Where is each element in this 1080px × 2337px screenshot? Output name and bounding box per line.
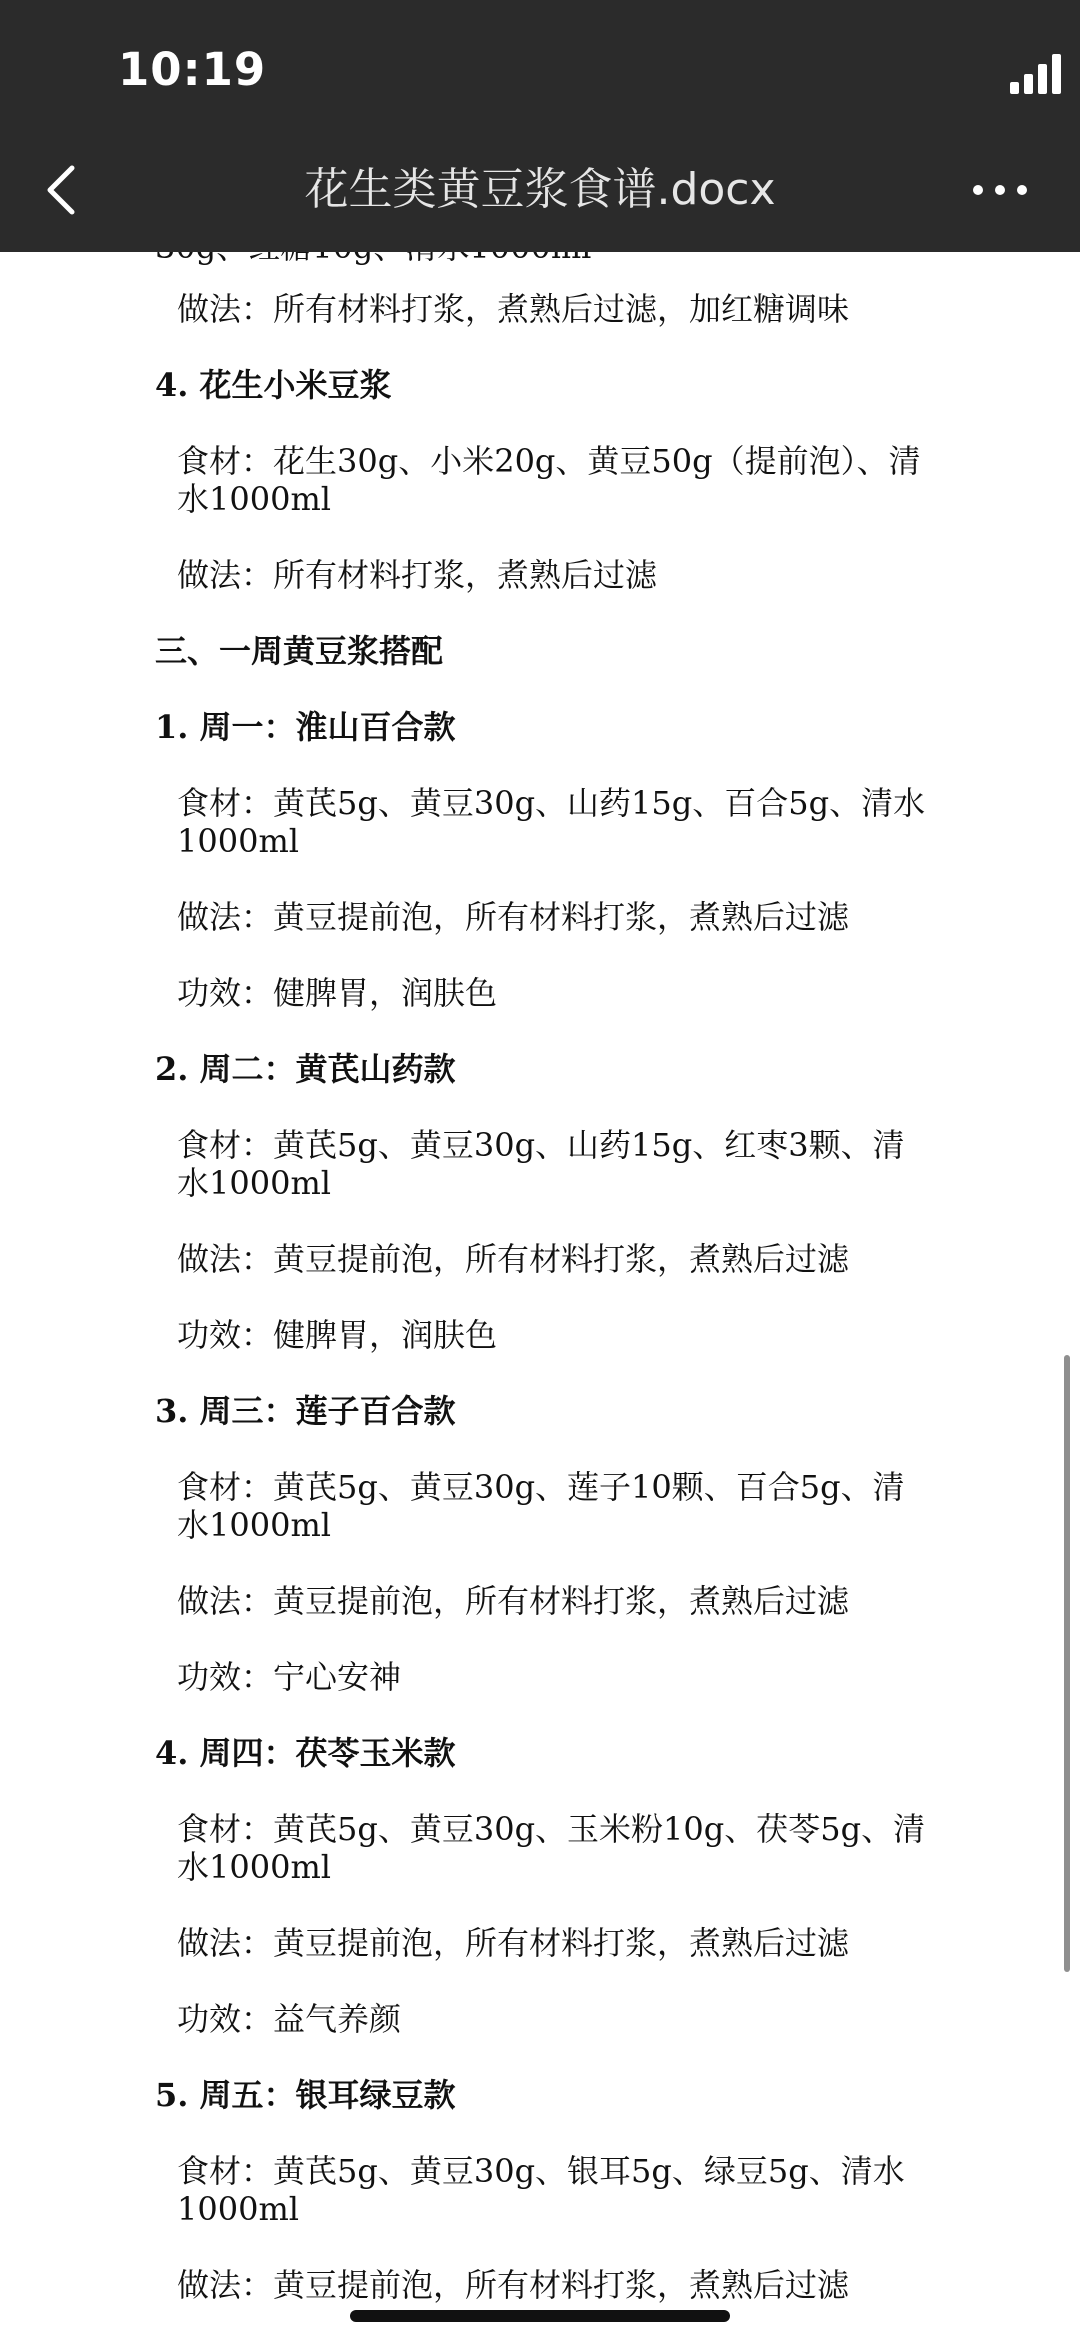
body-paragraph: 做法：黄豆提前泡，所有材料打浆，煮熟后过滤	[177, 1924, 850, 1962]
body-paragraph: 食材：黄芪5g、黄豆30g、银耳5g、绿豆5g、清水1000ml	[177, 2152, 905, 2228]
section-heading: 三、一周黄豆浆搭配	[155, 632, 444, 670]
body-paragraph: 功效：宁心安神	[177, 1658, 402, 1696]
home-indicator[interactable]	[350, 2310, 730, 2322]
body-paragraph: 做法：黄豆提前泡，所有材料打浆，煮熟后过滤	[177, 898, 850, 936]
status-time: 10:19	[118, 43, 267, 96]
body-paragraph: 食材：黄芪5g、黄豆30g、山药15g、百合5g、清水1000ml	[177, 784, 926, 860]
body-paragraph: 做法：所有材料打浆，煮熟后过滤，加红糖调味	[177, 290, 850, 328]
section-heading: 1. 周一：淮山百合款	[155, 708, 456, 746]
app-header	[0, 0, 1080, 252]
section-heading: 4. 花生小米豆浆	[155, 366, 392, 404]
body-paragraph: 功效：益气养颜	[177, 2000, 402, 2038]
back-chevron-icon[interactable]	[40, 160, 84, 220]
body-paragraph: 食材：黄芪5g、黄豆30g、莲子10颗、百合5g、清水1000ml	[177, 1468, 905, 1544]
more-options-icon[interactable]	[970, 180, 1030, 200]
body-paragraph: 做法：黄豆提前泡，所有材料打浆，煮熟后过滤	[177, 2266, 850, 2304]
body-paragraph: 做法：黄豆提前泡，所有材料打浆，煮熟后过滤	[177, 1582, 850, 1620]
body-paragraph: 做法：黄豆提前泡，所有材料打浆，煮熟后过滤	[177, 1240, 850, 1278]
body-paragraph: 食材：黄芪5g、黄豆30g、玉米粉10g、茯苓5g、清水1000ml	[177, 1810, 926, 1886]
body-paragraph: 食材：黄芪5g、黄豆30g、山药15g、红枣3颗、清水1000ml	[177, 1126, 905, 1202]
section-heading: 4. 周四：茯苓玉米款	[155, 1734, 456, 1772]
body-paragraph: 功效：健脾胃，润肤色	[177, 974, 498, 1012]
document-body	[155, 290, 935, 2337]
body-paragraph: 做法：所有材料打浆，煮熟后过滤	[177, 556, 658, 594]
vertical-scrollbar[interactable]	[1064, 1355, 1070, 1972]
body-paragraph: 食材：花生30g、小米20g、黄豆50g（提前泡）、清水1000ml	[177, 442, 921, 518]
section-heading: 2. 周二：黄芪山药款	[155, 1050, 456, 1088]
section-heading: 5. 周五：银耳绿豆款	[155, 2076, 456, 2114]
document-title: 花生类黄豆浆食谱.docx	[304, 164, 776, 215]
body-paragraph: 功效：健脾胃，润肤色	[177, 1316, 498, 1354]
section-heading: 3. 周三：莲子百合款	[155, 1392, 456, 1430]
cellular-signal-icon	[1008, 48, 1068, 98]
